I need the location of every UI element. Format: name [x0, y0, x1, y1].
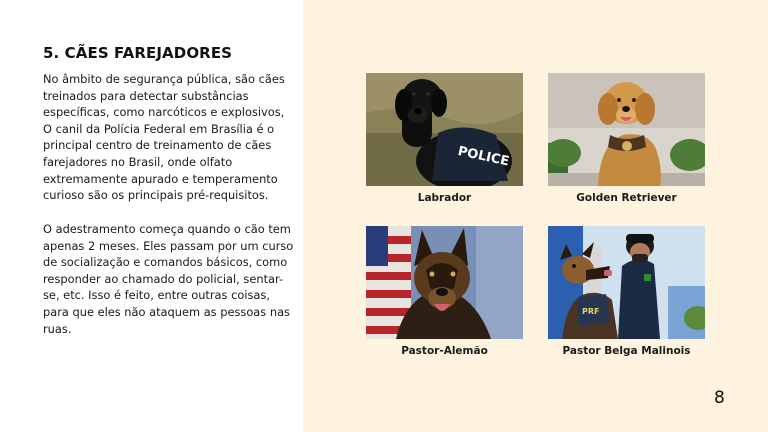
slide-title: 5. CÃES FAREJADORES	[43, 44, 233, 62]
vest-label-prf: PRF	[582, 307, 600, 316]
paragraph-training: O adestramento começa quando o cão tem apenas 2 meses. Eles passam por um curso de socialização e comandos básicos, como responder ao chamado do policial, sentar-se, etc. Isso é feito, entre outras coisas, para que eles não ataquem as pessoas nas ruas.	[43, 222, 294, 336]
page-number: 8	[714, 388, 725, 408]
text-panel	[0, 0, 303, 432]
caption-pastor-belga-malinois: Pastor Belga Malinois	[562, 345, 691, 357]
photo-labrador	[366, 73, 523, 186]
photo-pastor-belga-malinois	[548, 226, 705, 339]
photo-pastor-alemao	[366, 226, 523, 339]
paragraph-intro: No âmbito de segurança pública, são cães treinados para detectar substâncias específicas, como narcóticos e explosivos, O canil da Polícia Federal em Brasília é o principal centro de treinamento de cães farejadores no Brasil, onde olfato extremamente apurado e temperamento curioso são os principais pré-requisitos.	[43, 72, 285, 203]
vest-label: POLICE	[456, 143, 511, 170]
caption-golden-retriever: Golden Retriever	[576, 192, 677, 204]
caption-labrador: Labrador	[417, 192, 472, 204]
caption-pastor-alemao: Pastor-Alemão	[401, 345, 488, 357]
gallery-panel	[303, 0, 768, 432]
photo-golden-retriever	[548, 73, 705, 186]
